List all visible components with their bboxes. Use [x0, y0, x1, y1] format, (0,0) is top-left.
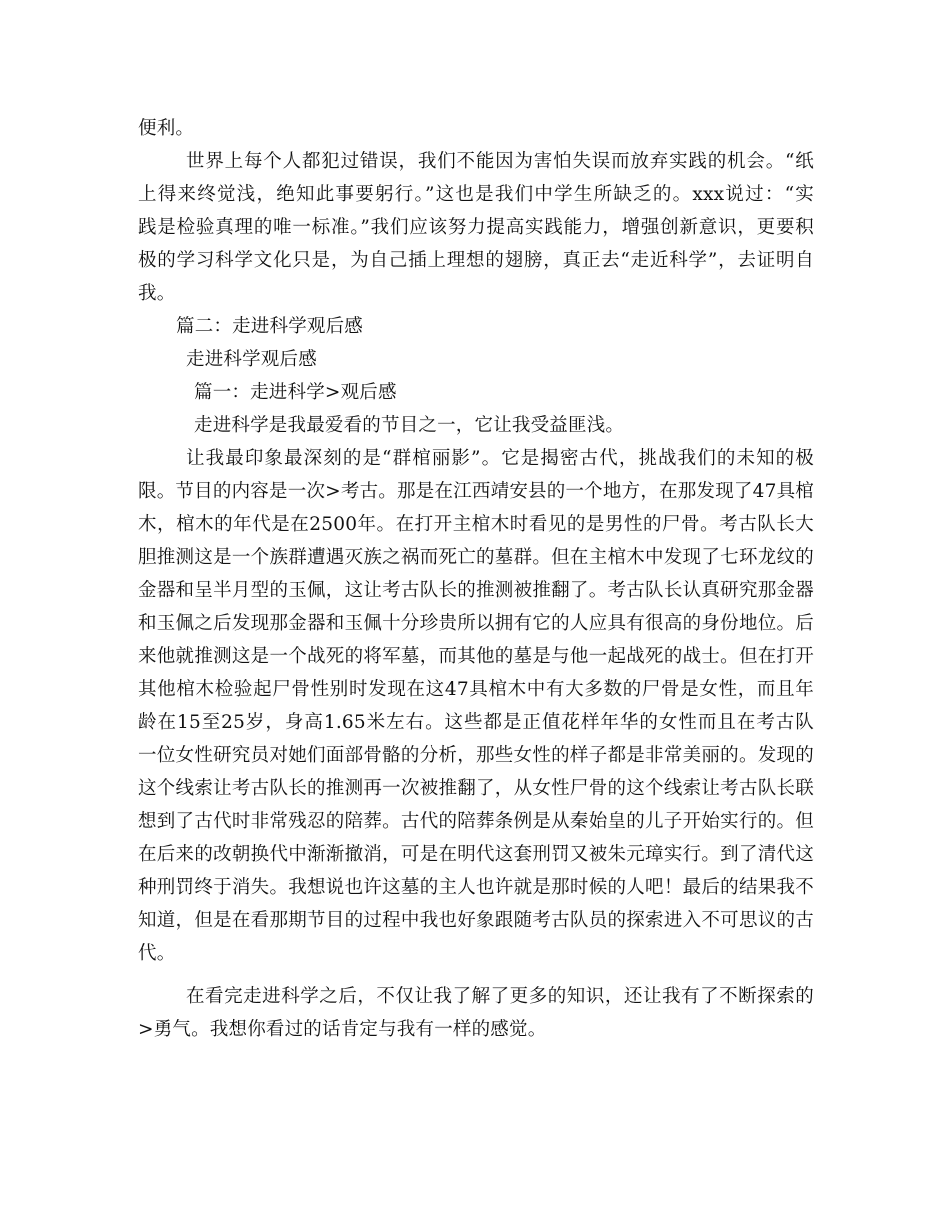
- text-line: 一位女性研究员对她们面部骨骼的分析，那些女性的样子都是非常美丽的。发现的: [138, 745, 814, 766]
- text-line: >勇气。我想你看过的话肯定与我有一样的感觉。: [138, 1019, 547, 1040]
- text-line: 便利。: [138, 118, 195, 139]
- text-line: 限。节目的内容是一次>考古。那是在江西靖安县的一个地方，在那发现了47具棺: [138, 481, 814, 502]
- text-line: 走进科学观后感: [186, 349, 317, 370]
- document-body: [138, 112, 814, 1046]
- text-line: 金器和呈半月型的玉佩，这让考古队长的推测被推翻了。考古队长认真研究那金器: [138, 580, 814, 601]
- text-line: 让我最印象最深刻的是“群棺丽影”。它是揭密古代，挑战我们的未知的极: [186, 448, 814, 469]
- text-line: 在后来的改朝换代中渐渐撤消，可是在明代这套刑罚又被朱元璋实行。到了清代这: [138, 844, 814, 865]
- text-line: 想到了古代时非常残忍的陪葬。古代的陪葬条例是从秦始皇的儿子开始实行的。但: [138, 811, 814, 832]
- text-line: 篇一：走进科学>观后感: [194, 382, 397, 403]
- text-line: 知道，但是在看那期节目的过程中我也好象跟随考古队员的探索进入不可思议的古: [138, 910, 814, 931]
- text-line: 走进科学是我最爱看的节目之一，它让我受益匪浅。: [194, 415, 625, 436]
- text-line: 胆推测这是一个族群遭遇灭族之祸而死亡的墓群。但在主棺木中发现了七环龙纹的: [138, 547, 814, 568]
- text-line: 龄在15至25岁，身高1.65米左右。这些都是正值花样年华的女性而且在考古队: [138, 712, 814, 733]
- text-line: 在看完走进科学之后，不仅让我了解了更多的知识，还让我有了不断探索的: [186, 986, 814, 1007]
- text-line: 其他棺木检验起尸骨性别时发现在这47具棺木中有大多数的尸骨是女性，而且年: [138, 679, 814, 700]
- text-line: 来他就推测这是一个战死的将军墓，而其他的墓是与他一起战死的战士。但在打开: [138, 646, 814, 667]
- text-line: 上得来终觉浅，绝知此事要躬行。”这也是我们中学生所缺乏的。xxx说过：“实: [138, 184, 814, 205]
- text-line: 代。: [138, 943, 176, 964]
- text-line: 这个线索让考古队长的推测再一次被推翻了，从女性尸骨的这个线索让考古队长联: [138, 778, 814, 799]
- text-line: 我。: [138, 283, 176, 304]
- text-line: 木，棺木的年代是在2500年。在打开主棺木时看见的是男性的尸骨。考古队长大: [138, 514, 814, 535]
- paragraph-gap: [138, 970, 814, 980]
- text-line: 篇二：走进科学观后感: [176, 316, 364, 337]
- text-line: 践是检验真理的唯一标准。”我们应该努力提高实践能力，增强创新意识，更要积: [138, 217, 814, 238]
- text-line: 极的学习科学文化只是，为自己插上理想的翅膀，真正去“走近科学”，去证明自: [138, 250, 814, 271]
- text-line: 和玉佩之后发现那金器和玉佩十分珍贵所以拥有它的人应具有很高的身份地位。后: [138, 613, 814, 634]
- text-line: 种刑罚终于消失。我想说也许这墓的主人也许就是那时候的人吧！最后的结果我不: [138, 877, 814, 898]
- text-line: 世界上每个人都犯过错误，我们不能因为害怕失误而放弃实践的机会。“纸: [186, 151, 814, 172]
